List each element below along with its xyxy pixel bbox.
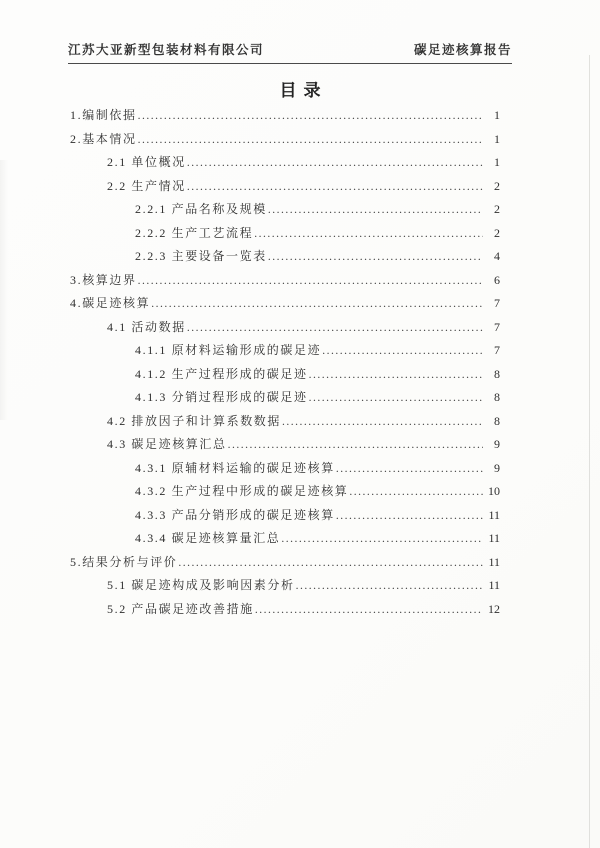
toc-entry bbox=[70, 224, 500, 248]
toc-entry bbox=[70, 576, 500, 600]
toc-entry-label: 4.3.2 生产过程中形成的碳足迹核算 bbox=[135, 484, 349, 498]
toc-entry bbox=[70, 271, 500, 295]
toc-entry-label: 4.3.4 碳足迹核算量汇总 bbox=[135, 531, 281, 545]
toc-entry-label: 5.1 碳足迹构成及影响因素分析 bbox=[107, 578, 295, 592]
toc-entry-label: 2.2.3 主要设备一览表 bbox=[135, 249, 267, 263]
toc-entry bbox=[70, 388, 500, 412]
toc-entry-label: 2.2 生产情况 bbox=[107, 178, 186, 193]
toc-entry bbox=[70, 506, 500, 530]
toc-entry-page: 9 bbox=[494, 460, 500, 475]
toc-entry bbox=[70, 318, 500, 342]
toc-entry bbox=[70, 482, 500, 506]
toc-dot-leader bbox=[138, 273, 483, 288]
toc-list bbox=[70, 106, 500, 623]
toc-entry-page: 2 bbox=[494, 178, 500, 193]
toc-entry bbox=[70, 365, 500, 389]
toc-entry bbox=[70, 153, 500, 177]
toc-dot-leader bbox=[254, 226, 483, 241]
toc-entry-label: 4.3.1 原辅材料运输的碳足迹核算 bbox=[135, 460, 335, 475]
toc-entry-label: 4.1.1 原材料运输形成的碳足迹 bbox=[135, 343, 322, 357]
toc-entry-label: 1.编制依据 bbox=[70, 108, 137, 122]
toc-entry-page: 11 bbox=[488, 531, 500, 545]
toc-entry-label: 5.结果分析与评价 bbox=[70, 554, 178, 569]
toc-entry-page: 11 bbox=[488, 578, 500, 592]
toc-entry bbox=[70, 130, 500, 154]
toc-entry-page: 11 bbox=[488, 554, 500, 569]
toc-dot-leader bbox=[178, 555, 483, 570]
toc-entry bbox=[70, 294, 500, 318]
toc-entry bbox=[70, 553, 500, 577]
toc-entry-page: 2 bbox=[494, 225, 500, 240]
toc-entry-page: 8 bbox=[494, 366, 500, 381]
scan-edge-artifact bbox=[589, 55, 590, 848]
header-company-name: 江苏大亚新型包装材料有限公司 bbox=[68, 43, 265, 57]
toc-entry-page: 1 bbox=[494, 155, 500, 169]
toc-entry bbox=[70, 341, 500, 365]
toc-entry-page: 8 bbox=[494, 413, 500, 428]
header-report-title: 碳足迹核算报告 bbox=[413, 43, 512, 57]
toc-entry bbox=[70, 177, 500, 201]
toc-entry-page: 7 bbox=[494, 319, 500, 334]
toc-dot-leader bbox=[309, 390, 483, 405]
toc-entry bbox=[70, 459, 500, 483]
toc-entry-label: 3.核算边界 bbox=[70, 272, 137, 287]
toc-entry-page: 9 bbox=[494, 437, 500, 451]
toc-dot-leader bbox=[349, 484, 483, 499]
toc-entry-label: 4.1.2 生产过程形成的碳足迹 bbox=[135, 366, 308, 381]
toc-entry-label: 4.2 排放因子和计算系数数据 bbox=[107, 413, 282, 428]
toc-dot-leader bbox=[255, 602, 483, 617]
toc-dot-leader bbox=[187, 320, 483, 335]
toc-entry-label: 2.基本情况 bbox=[70, 131, 137, 146]
toc-entry-label: 4.3 碳足迹核算汇总 bbox=[107, 437, 227, 451]
toc-entry-page: 2 bbox=[494, 202, 500, 216]
toc-dot-leader bbox=[268, 249, 483, 264]
toc-dot-leader bbox=[151, 296, 483, 311]
toc-dot-leader bbox=[138, 108, 483, 123]
toc-entry-label: 2.2.1 产品名称及规模 bbox=[135, 202, 267, 216]
toc-dot-leader bbox=[282, 414, 483, 429]
toc-dot-leader bbox=[281, 531, 483, 546]
toc-entry-page: 4 bbox=[494, 249, 500, 263]
toc-dot-leader bbox=[322, 343, 483, 358]
toc-entry-page: 8 bbox=[494, 390, 500, 404]
toc-entry-page: 12 bbox=[488, 601, 500, 616]
page-header bbox=[68, 40, 512, 64]
toc-entry-page: 1 bbox=[494, 108, 500, 122]
toc-entry-label: 4.1 活动数据 bbox=[107, 319, 186, 334]
toc-entry-page: 11 bbox=[488, 507, 500, 522]
toc-entry bbox=[70, 106, 500, 130]
toc-entry-label: 5.2 产品碳足迹改善措施 bbox=[107, 601, 254, 616]
toc-entry-page: 6 bbox=[494, 272, 500, 287]
toc-entry-label: 4.1.3 分销过程形成的碳足迹 bbox=[135, 390, 308, 404]
scan-smudge-artifact bbox=[0, 160, 8, 420]
toc-entry bbox=[70, 200, 500, 224]
toc-dot-leader bbox=[309, 367, 483, 382]
toc-entry-page: 7 bbox=[494, 296, 500, 310]
toc-dot-leader bbox=[296, 578, 483, 593]
toc-entry-label: 4.3.3 产品分销形成的碳足迹核算 bbox=[135, 507, 335, 522]
toc-entry-label: 4.碳足迹核算 bbox=[70, 296, 151, 310]
toc-entry-label: 2.1 单位概况 bbox=[107, 155, 186, 169]
toc-dot-leader bbox=[336, 508, 483, 523]
toc-entry bbox=[70, 247, 500, 271]
toc-entry bbox=[70, 600, 500, 624]
toc-dot-leader bbox=[138, 132, 483, 147]
toc-entry bbox=[70, 412, 500, 436]
toc-dot-leader bbox=[187, 155, 483, 170]
toc-dot-leader bbox=[336, 461, 483, 476]
toc-dot-leader bbox=[187, 179, 483, 194]
toc-title: 目录 bbox=[279, 81, 328, 100]
toc-entry-page: 7 bbox=[494, 343, 500, 357]
toc-entry-label: 2.2.2 生产工艺流程 bbox=[135, 225, 254, 240]
toc-entry-page: 1 bbox=[494, 131, 500, 146]
toc-entry bbox=[70, 435, 500, 459]
toc-dot-leader bbox=[268, 202, 483, 217]
toc-dot-leader bbox=[228, 437, 483, 452]
toc-entry-page: 10 bbox=[488, 484, 500, 498]
toc-entry bbox=[70, 529, 500, 553]
